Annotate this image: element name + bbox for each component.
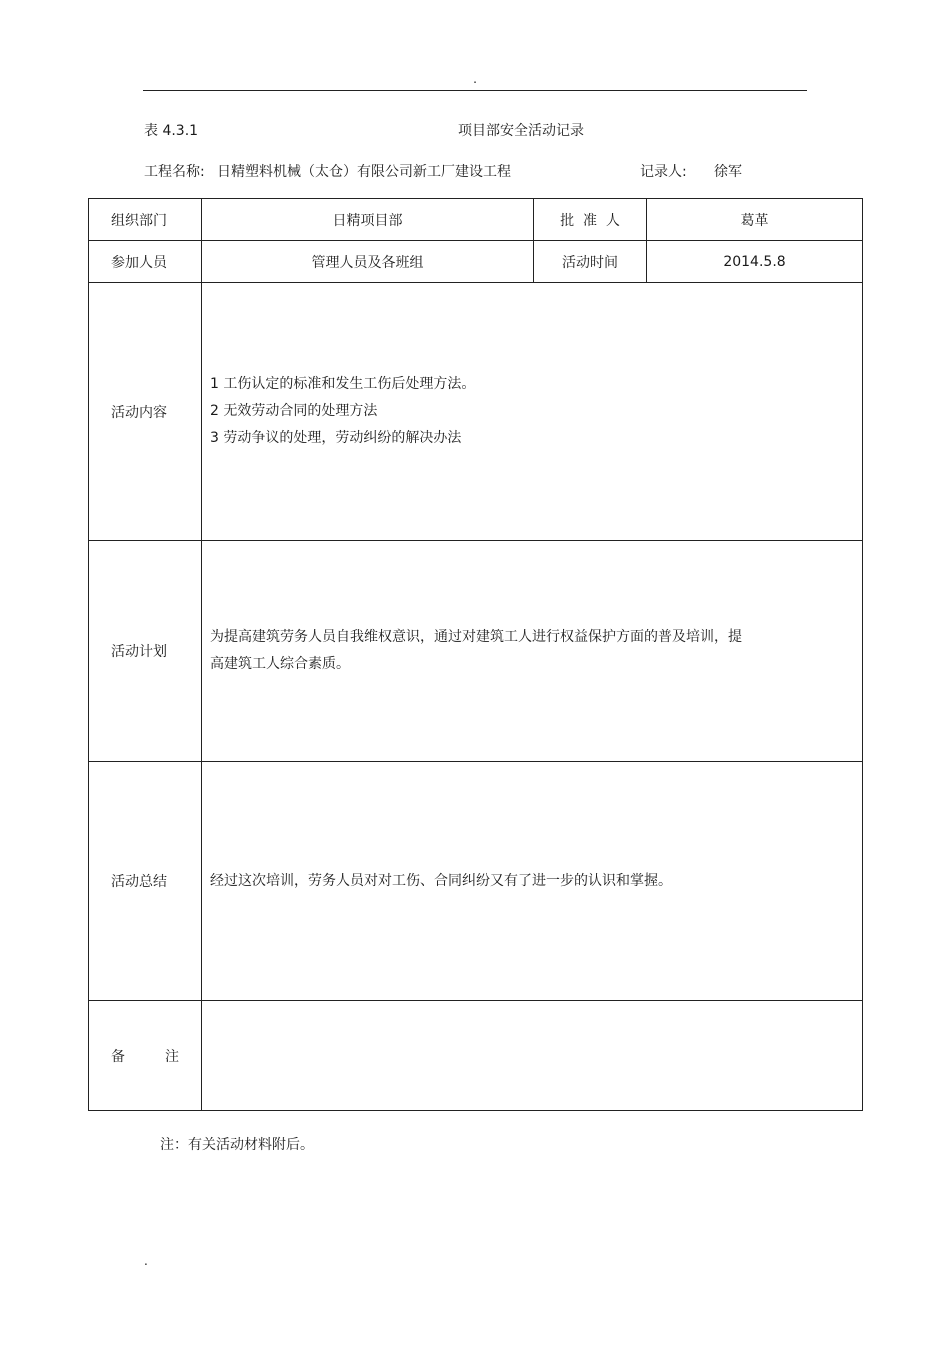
approver-label: 批 准 人 [534,199,647,241]
summary-label: 活动总结 [89,762,202,1001]
organizer-label: 组织部门 [89,199,202,241]
recorder-name: 徐军 [714,164,742,180]
document-title: 项目部安全活动记录 [458,123,584,139]
table-row [89,541,863,762]
plan-line: 高建筑工人综合素质。 [210,656,350,672]
participants-value: 管理人员及各班组 [202,241,534,283]
plan-line: 为提高建筑劳务人员自我维权意识，通过对建筑工人进行权益保护方面的普及培训，提 [210,629,742,645]
remarks-value [202,1001,863,1111]
header-rule [143,90,807,91]
plan-value [202,541,863,762]
content-label: 活动内容 [89,283,202,541]
remarks-label: 备 注 [89,1001,202,1111]
content-value [202,283,863,541]
approver-value: 葛革 [647,199,863,241]
table-row [89,762,863,1001]
table-row [89,199,863,241]
footer-note: 注：有关活动材料附后。 [160,1137,314,1153]
footer-dot: . [144,1254,148,1268]
activity-record-table [88,198,863,1111]
summary-value [202,762,863,1001]
activity-time-value: 2014.5.8 [647,241,863,283]
content-line: 3 劳动争议的处理，劳动纠纷的解决办法 [210,430,462,446]
project-name: 日精塑料机械（太仓）有限公司新工厂建设工程 [217,164,511,180]
activity-time-label: 活动时间 [534,241,647,283]
header-dot: . [473,72,477,86]
table-row [89,283,863,541]
table-row [89,1001,863,1111]
table-number: 表 4.3.1 [144,123,199,139]
summary-line: 经过这次培训，劳务人员对对工伤、合同纠纷又有了进一步的认识和掌握。 [210,872,672,889]
plan-label: 活动计划 [89,541,202,762]
recorder-label: 记录人: [640,164,687,180]
content-line: 2 无效劳动合同的处理方法 [210,403,378,419]
participants-label: 参加人员 [89,241,202,283]
organizer-value: 日精项目部 [202,199,534,241]
project-label: 工程名称: [144,164,205,180]
table-row [89,241,863,283]
content-line: 1 工伤认定的标准和发生工伤后处理方法。 [210,376,476,392]
